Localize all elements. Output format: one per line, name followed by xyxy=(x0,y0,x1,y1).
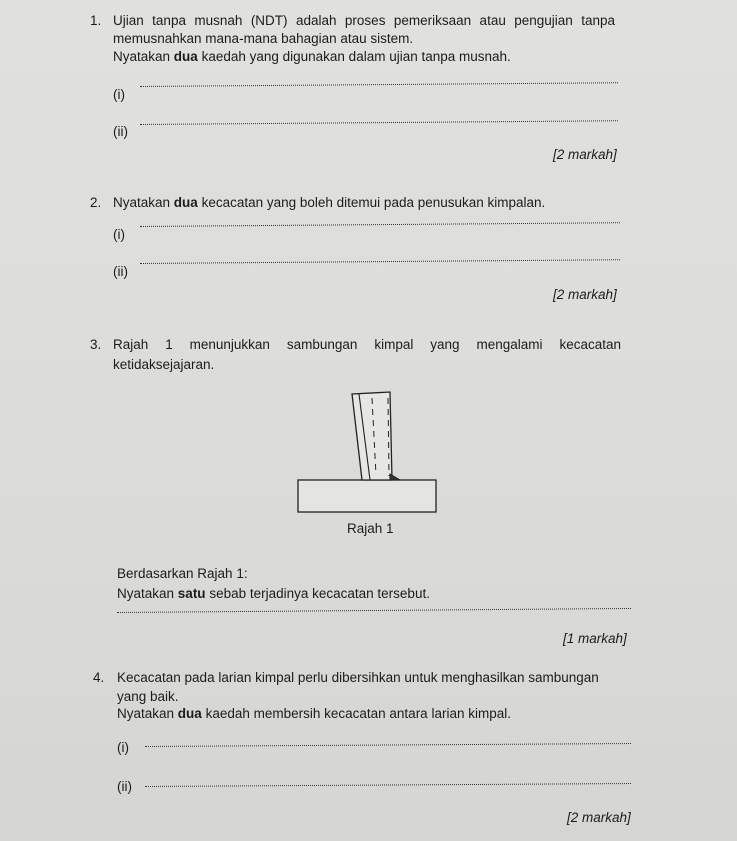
q2-marks: [2 markah] xyxy=(553,287,617,302)
q1-instruction: Nyatakan dua kaedah yang digunakan dalam ujian tanpa musnah. xyxy=(113,49,511,64)
q1-number: 1. xyxy=(90,13,102,28)
q1-answer-line-ii[interactable] xyxy=(140,120,618,125)
q3-text-line-2: ketidaksejajaran. xyxy=(113,357,215,372)
q4-marks: [2 markah] xyxy=(567,810,631,825)
q2-answer-line-i[interactable] xyxy=(140,222,620,227)
q4-text-line-1: Kecacatan pada larian kimpal perlu dibersihkan untuk menghasilkan sambungan xyxy=(117,670,599,685)
q4-answer-label-i: (i) xyxy=(117,740,129,755)
q3-marks: [1 markah] xyxy=(563,631,627,646)
rajah-1-figure xyxy=(290,380,450,520)
q2-number: 2. xyxy=(90,195,102,210)
q4-instruction: Nyatakan dua kaedah membersih kecacatan antara larian kimpal. xyxy=(117,706,511,721)
q4-answer-line-i[interactable] xyxy=(145,743,631,747)
q1-answer-label-ii: (ii) xyxy=(113,124,128,139)
q2-answer-label-i: (i) xyxy=(113,227,125,242)
figure-caption: Rajah 1 xyxy=(347,521,394,536)
q2-answer-line-ii[interactable] xyxy=(140,259,620,264)
base-plate xyxy=(298,480,436,512)
q1-text-line-1: Ujian tanpa musnah (NDT) adalah proses pemeriksaan atau pengujian tanpa xyxy=(113,13,615,28)
q1-answer-label-i: (i) xyxy=(113,87,125,102)
q3-text-line-1: Rajah 1 menunjukkan sambungan kimpal yang mengalami kecacatan xyxy=(113,337,621,352)
q3-number: 3. xyxy=(90,337,102,352)
q3-based-on: Berdasarkan Rajah 1: xyxy=(117,566,248,581)
q2-instruction: Nyatakan dua kecacatan yang boleh ditemui pada penusukan kimpalan. xyxy=(113,195,546,210)
q1-marks: [2 markah] xyxy=(553,147,617,162)
q4-answer-label-ii: (ii) xyxy=(117,779,132,794)
q4-answer-line-ii[interactable] xyxy=(145,783,631,787)
q4-number: 4. xyxy=(93,670,105,685)
tilted-plate xyxy=(352,392,392,480)
q1-text-line-2: memusnahkan mana-mana bahagian atau sistem. xyxy=(113,31,414,46)
weld-bead xyxy=(390,474,400,480)
q3-answer-line[interactable] xyxy=(117,608,631,613)
q4-text-line-2: yang baik. xyxy=(117,689,179,704)
q3-instruction: Nyatakan satu sebab terjadinya kecacatan tersebut. xyxy=(117,586,430,601)
q1-answer-line-i[interactable] xyxy=(140,82,618,87)
q2-answer-label-ii: (ii) xyxy=(113,264,128,279)
